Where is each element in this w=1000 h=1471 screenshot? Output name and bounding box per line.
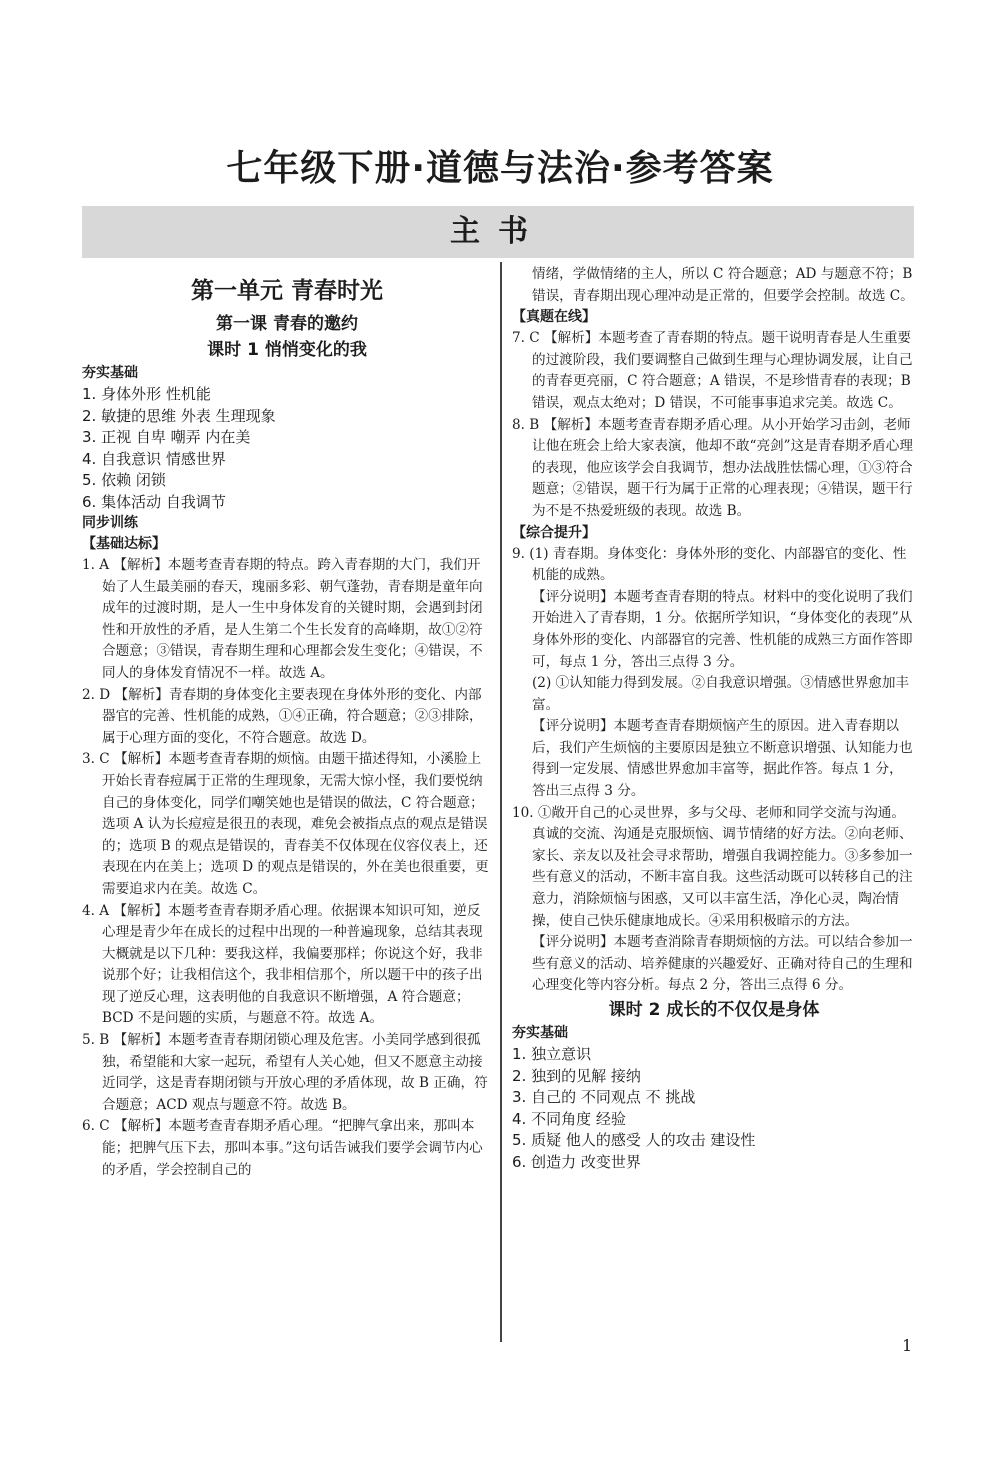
answer-continuation: 情绪，学做情绪的主人，所以 C 符合题意；AD 与题意不符；B 错误，青春期出现心理冲动是正常的，但要学会控制。故选 C。	[532, 266, 914, 304]
basic-answer: 2. 敏捷的思维 外表 生理现象	[82, 406, 276, 425]
unit-title: 第一单元 青春时光	[190, 278, 383, 304]
period-title: 课时 1 悄悄变化的我	[207, 340, 367, 360]
scoring-note: 【评分说明】本题考查青春期的特点。材料中的变化说明了我们开始进入了青春期，1 分。依据所学知识，“身体变化的表现”从身体外形的变化、内部器官的完善、性机能的成熟三方面作答即可，每点 1 分，答出三点得 3 分。	[532, 588, 913, 670]
section-heading-reach: 【基础达标】	[82, 536, 166, 552]
banner-label: 主书	[450, 214, 546, 249]
basic-answer: 5. 质疑 他人的感受 人的攻击 建设性	[512, 1131, 756, 1149]
basic-answer: 6. 创造力 改变世界	[512, 1152, 641, 1171]
answer-subitem: (2) ①认知能力得到发展。②自我意识增强。③情感世界愈加丰富。	[532, 675, 910, 713]
answer-item: 9. (1) 青春期。身体变化：身体外形的变化、内部器官的变化、性机能的成熟。	[512, 545, 907, 584]
basic-answer: 3. 正视 自卑 嘲弄 内在美	[82, 428, 251, 446]
basic-answer: 6. 集体活动 自我调节	[82, 492, 226, 511]
answer-item: 7. C 【解析】本题考查了青春期的特点。题干说明青春是人生重要的过渡阶段，我们要调整自己做到生理与心理协调发展，让自己的青春更亮丽，C 符合题意；A 错误，不是珍惜青春的表现；B 错误，观点太绝对；D 错误，不可能事事追求完美。故选 C。	[512, 330, 913, 411]
document-title: 七年级下册·道德与法治·参考答案	[226, 148, 774, 189]
basic-answer: 3. 自己的 不同观点 不 挑战	[512, 1088, 696, 1106]
answer-item: 4. A 【解析】本题考查青春期矛盾心理。依据课本知识可知，逆反心理是青少年在成长的过程中出现的一种普遍现象，总结其表现大概就是以下几种：要我这样，我偏要那样；你说这个好，我非说那个好；让我相信这个，我非相信那个，所以题干中的孩子出现了逆反心理，这表明他的自我意识不断增强，A 符合题意；BCD 不是问题的实质，与题意不符。故选 A。	[82, 902, 483, 1027]
section-banner	[82, 206, 914, 258]
section-heading-sync: 同步训练	[82, 515, 138, 531]
answer-item: 2. D 【解析】青春期的身体变化主要表现在身体外形的变化、内部器官的完善、性机能的成熟，①④正确，符合题意；②③排除，属于心理方面的变化，不符合题意。故选 D。	[82, 686, 483, 746]
basic-answer: 2. 独到的见解 接纳	[512, 1066, 641, 1085]
column-divider	[500, 262, 502, 1342]
lesson-title: 第一课 青春的邀约	[216, 314, 358, 334]
section-heading-comprehensive: 【综合提升】	[512, 524, 596, 541]
basic-answer: 1. 身体外形 性机能	[82, 385, 211, 403]
page-number: 1	[902, 1336, 913, 1355]
left-column	[82, 264, 492, 1181]
answer-item: 5. B 【解析】本题考查青春期闭锁心理及危害。小美同学感到很孤独，希望能和大家一起玩，希望有人关心她，但又不愿意主动接近同学，这是青春期闭锁与开放心理的矛盾体现，故 B 正确，符合题意；ACD 观点与题意不符。故选 B。	[82, 1032, 488, 1113]
period2-title: 课时 2 成长的不仅仅是身体	[608, 1000, 820, 1020]
answer-item: 6. C 【解析】本题考查青春期矛盾心理。“把脾气拿出来，那叫本能；把脾气压下去，那叫本事。”这句话告诫我们要学会调节内心的矛盾，学会控制自己的	[82, 1118, 483, 1178]
answer-item: 8. B 【解析】本题考查青春期矛盾心理。从小开始学习击剑，老师让他在班会上给大家表演，他却不敢“亮剑”这是青春期矛盾心理的表现，他应该学会自我调节，想办法战胜怯懦心理，①③符合题意；②错误，题干行为属于正常的心理表现；④错误，题干行为不是不热爱班级的表现。故选 B。	[512, 416, 913, 519]
basic-answer: 1. 独立意识	[512, 1045, 592, 1063]
scoring-note: 【评分说明】本题考查青春期烦恼产生的原因。进入青春期以后，我们产生烦恼的主要原因是独立不断意识增强、认知能力也得到一定发展、情感世界愈加丰富等，据此作答。每点 1 分，答出三点得 3 分。	[532, 718, 913, 800]
basic-answer: 4. 不同角度 经验	[512, 1109, 626, 1128]
right-column	[512, 264, 916, 1173]
answer-item: 10. ①敞开自己的心灵世界，多与父母、老师和同学交流与沟通。真诚的交流、沟通是克服烦恼、调节情绪的好方法。②向老师、家长、亲友以及社会寻求帮助，增强自我调控能力。③多参加一些有意义的活动，不断丰富自我。这些活动既可以转移自己的注意力，消除烦恼与困惑，又可以丰富生活，净化心灵，陶冶情操，使自己快乐健康地成长。④采用积极暗示的方法。	[512, 804, 913, 929]
basic-answer: 5. 依赖 闭锁	[82, 471, 166, 489]
scoring-note: 【评分说明】本题考查消除青春期烦恼的方法。可以结合参加一些有意义的活动、培养健康的兴趣爱好、正确对待自己的生理和心理变化等内容分析。每点 2 分，答出三点得 6 分。	[532, 934, 913, 994]
section-heading-real: 【真题在线】	[512, 309, 596, 326]
answer-item: 3. C 【解析】本题考查青春期的烦恼。由题干描述得知，小溪脸上开始长青春痘属于正常的生理现象，无需大惊小怪，我们要悦纳自己的身体变化，同学们嘲笑她也是错误的做法，C 符合题意；选项 A 认为长痘痘是很丑的表现，难免会被指点点的观点是错误的；选项 B 的观点是错误的，青春美不仅体现在仪容仪表上，还表现在内在美上；选项 D 的观点是错误的，外在美也很重要，更需要追求内在美。故选 C。	[82, 751, 489, 897]
section-heading-basic: 夯实基础	[82, 365, 138, 381]
section-heading-basic2: 夯实基础	[512, 1025, 568, 1041]
basic-answer: 4. 自我意识 情感世界	[82, 449, 226, 468]
answer-item: 1. A 【解析】本题考查青春期的特点。跨入青春期的大门，我们开始了人生最美丽的春天，瑰丽多彩、朝气蓬勃，青春期是童年向成年的过渡时期，是人一生中身体发育的关键时期，会遇到封闭性和开放性的矛盾，是人生第二个生长发育的高峰期，故①②符合题意；③错误，青春期生理和心理都会发生变化；④错误，不同人的身体发育情况不一样。故选 A。	[82, 557, 483, 681]
